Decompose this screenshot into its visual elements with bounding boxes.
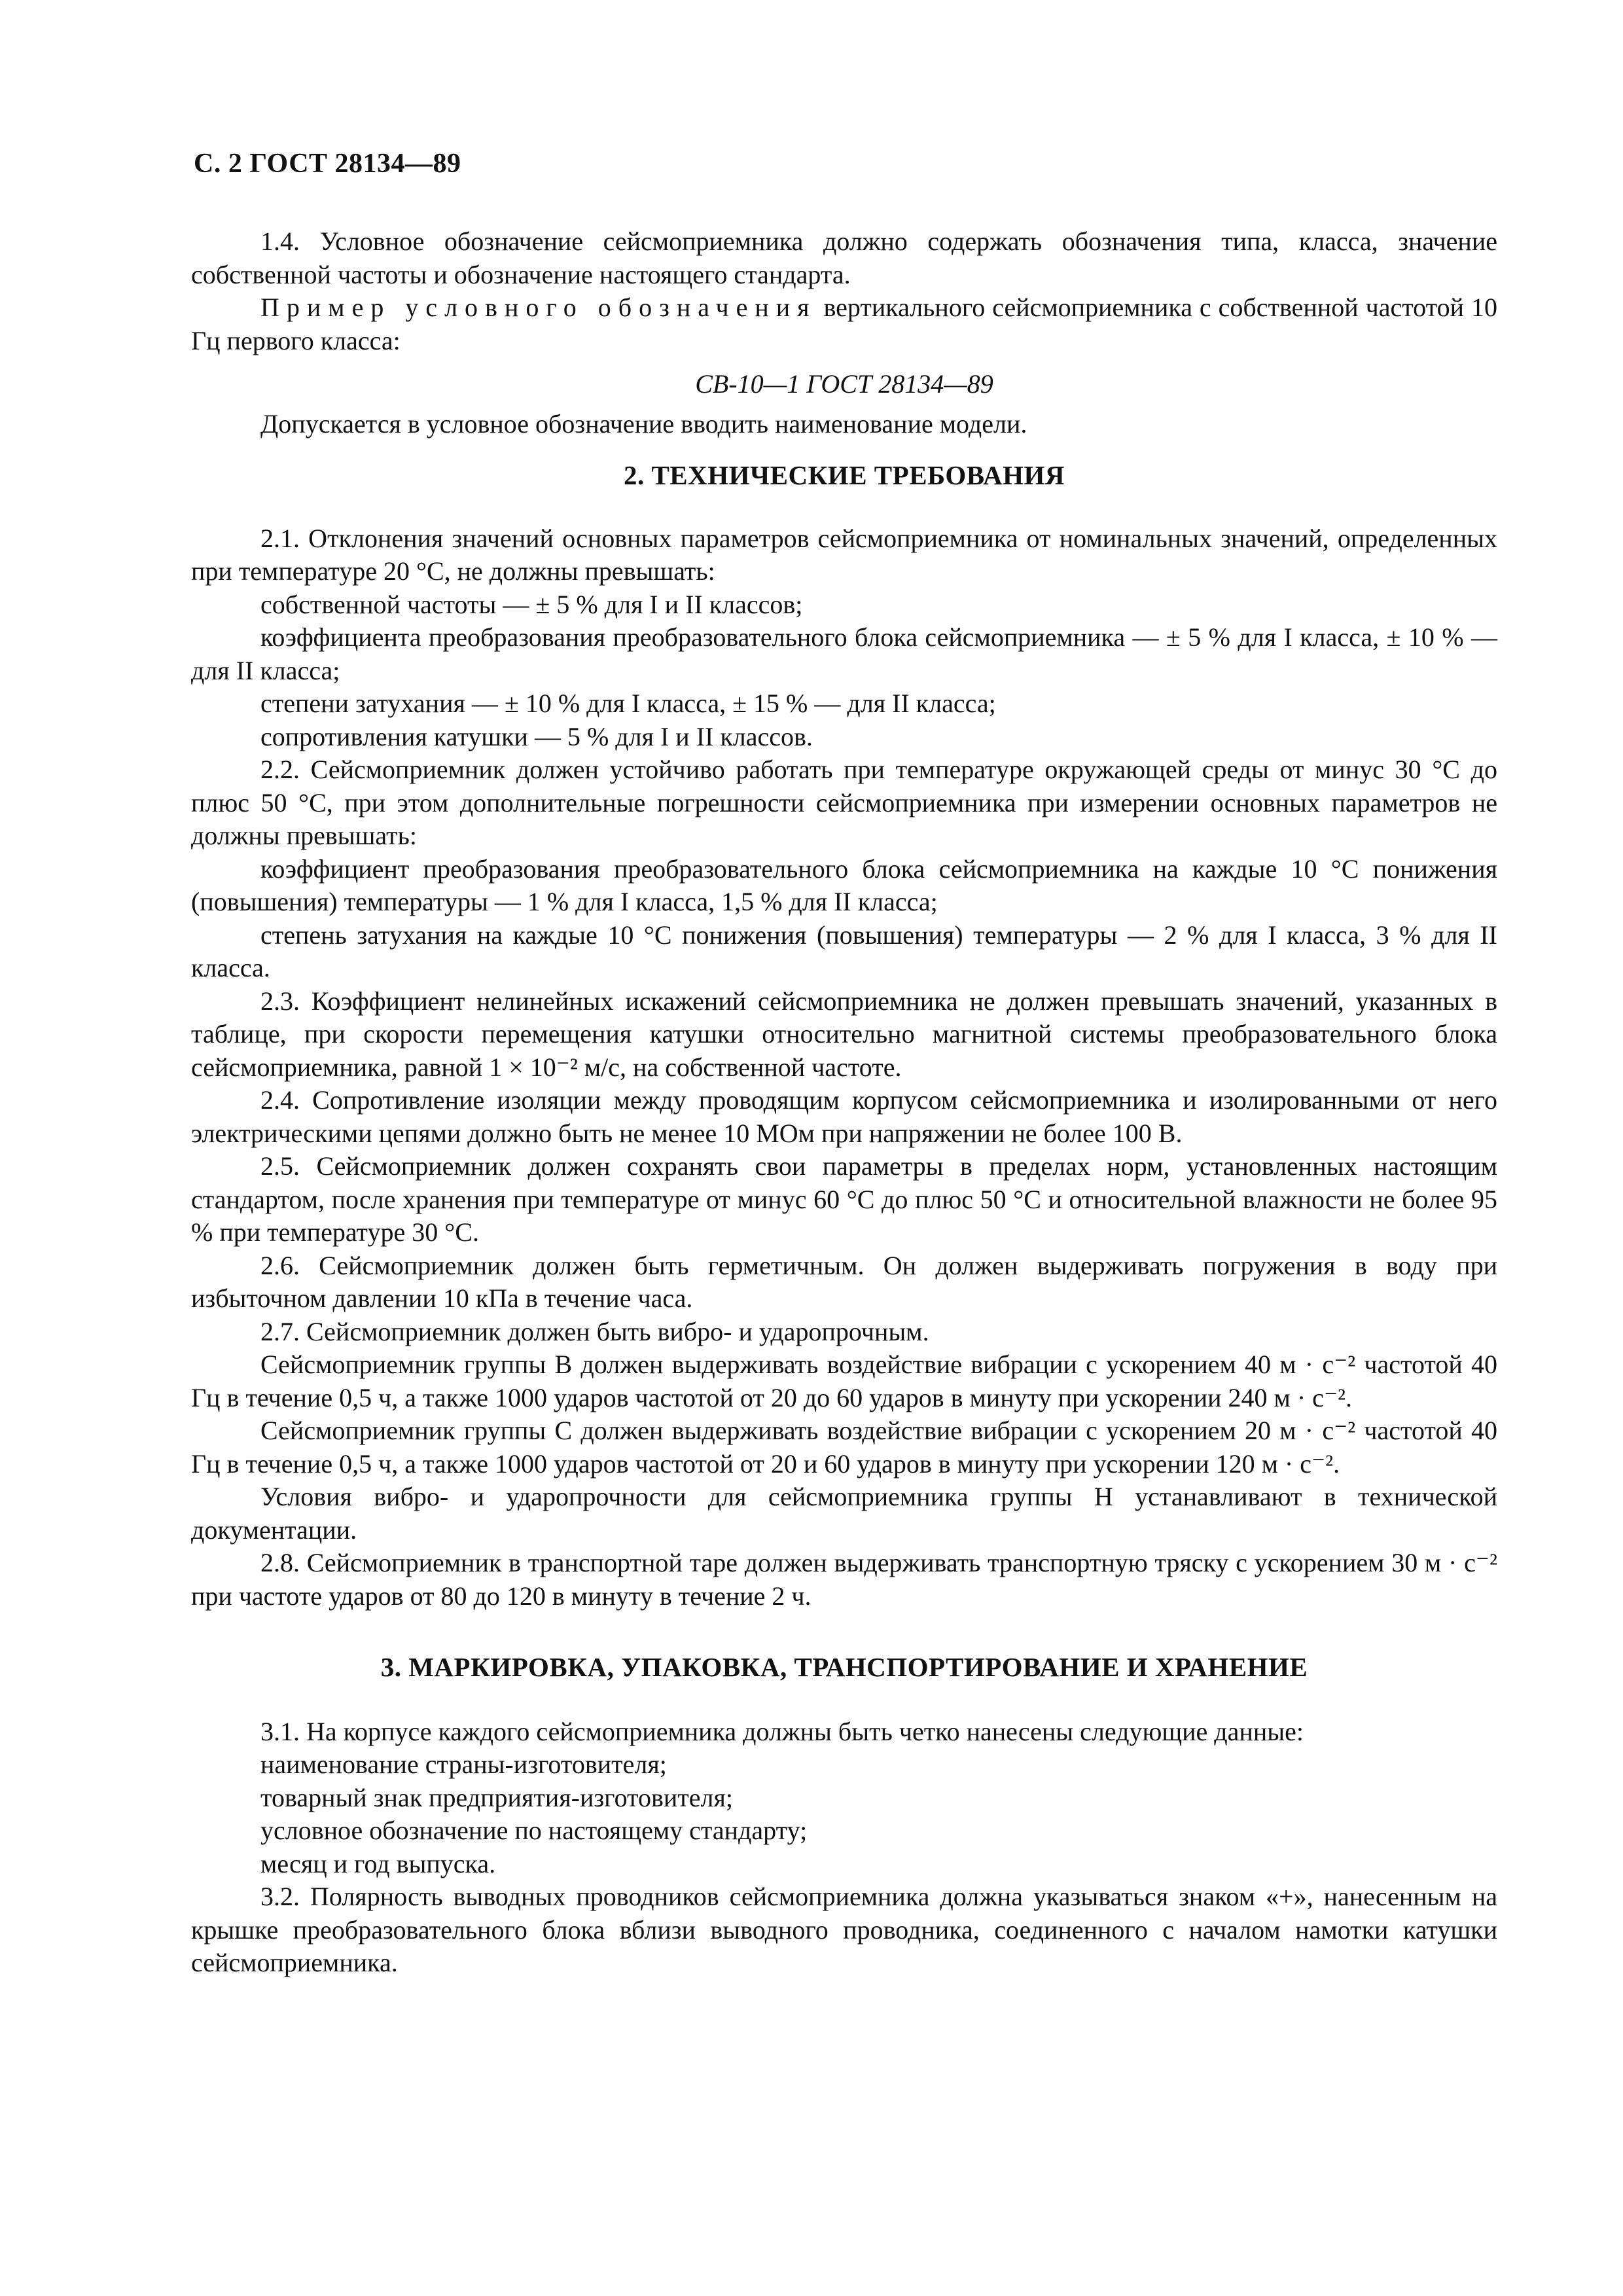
- clause-2-1-a: собственной частоты — ± 5 % для I и II классов;: [260, 589, 803, 619]
- clause-2-1-b: коэффициента преобразования преобразовательного блока сейсмоприемника — ± 5 % для I класса, ± 10 % — для II класса;: [191, 622, 1497, 685]
- section-2-heading: 2. ТЕХНИЧЕСКИЕ ТРЕБОВАНИЯ: [623, 460, 1065, 490]
- clause-3-1-a: наименование страны-изготовителя;: [260, 1749, 667, 1779]
- clause-2-1-c: степени затухания — ± 10 % для I класса, ± 15 % — для II класса;: [260, 689, 996, 718]
- clause-3-1-b: товарный знак предприятия-изготовителя;: [260, 1782, 733, 1812]
- clause-2-7-group-c: Сейсмоприемник группы С должен выдерживать воздействие вибрации с ускорением 20 м · с⁻² частотой 40 Гц в течение 0,5 ч, а также 1000 ударов частотой от 20 и 60 ударов в минуту при ускорении 120 м · с⁻².: [191, 1416, 1497, 1479]
- clause-2-2: 2.2. Сейсмоприемник должен устойчиво работать при температуре окружающей среды от минус 30 °С до плюс 50 °С, при этом дополнительные погрешности сейсмоприемника при измерении основных параметров не должны превышать:: [191, 755, 1497, 850]
- clause-2-3: 2.3. Коэффициент нелинейных искажений сейсмоприемника не должен превышать значений, указанных в таблице, при скорости перемещения катушки относительно магнитной системы преобразовательного блока сейсмоприемника, равной 1 × 10⁻² м/с, на собственной частоте.: [191, 986, 1497, 1082]
- clause-2-2-a: коэффициент преобразования преобразовательного блока сейсмоприемника на каждые 10 °С понижения (повышения) температуры — 1 % для I класса, 1,5 % для II класса;: [191, 853, 1497, 916]
- clause-3-2: 3.2. Полярность выводных проводников сейсмоприемника должна указываться знаком «+», нанесенным на крышке преобразовательного блока вблизи выводного проводника, соединенного с началом намотки катушки сейсмоприемника.: [191, 1882, 1497, 1977]
- document-body: [191, 225, 1497, 1980]
- clause-3-1: 3.1. На корпусе каждого сейсмоприемника должны быть четко нанесены следующие данные:: [260, 1716, 1304, 1746]
- clause-1-4: 1.4. Условное обозначение сейсмоприемника должно содержать обозначения типа, класса, значение собственной частоты и обозначение настоящего стандарта.: [191, 226, 1497, 289]
- example-rest: вертикального сейсмоприемника с собственной частотой 10 Гц первого класса:: [191, 293, 1497, 355]
- clause-2-7-group-b: Сейсмоприемник группы В должен выдерживать воздействие вибрации с ускорением 40 м · с⁻² частотой 40 Гц в течение 0,5 ч, а также 1000 ударов частотой от 20 до 60 ударов в минуту при ускорении 240 м · с⁻².: [191, 1350, 1497, 1412]
- clause-2-8: 2.8. Сейсмоприемник в транспортной таре должен выдерживать транспортную тряску с ускорением 30 м · с⁻² при частоте ударов от 80 до 120 в минуту в течение 2 ч.: [191, 1548, 1497, 1611]
- clause-2-7: 2.7. Сейсмоприемник должен быть вибро- и ударопрочным.: [260, 1316, 929, 1346]
- page-header: С. 2 ГОСТ 28134—89: [194, 149, 461, 179]
- note-model-name: Допускается в условное обозначение вводить наименование модели.: [260, 408, 1027, 439]
- clause-2-6: 2.6. Сейсмоприемник должен быть герметичным. Он должен выдерживать погружения в воду при избыточном давлении 10 кПа в течение часа.: [191, 1250, 1497, 1313]
- clause-3-1-d: месяц и год выпуска.: [260, 1848, 496, 1878]
- clause-3-1-c: условное обозначение по настоящему стандарту;: [260, 1816, 808, 1845]
- clause-2-2-b: степень затухания на каждые 10 °С понижения (повышения) температуры — 2 % для I класса, 3 % для II класса.: [191, 920, 1497, 982]
- clause-2-1-d: сопротивления катушки — 5 % для I и II классов.: [260, 721, 813, 751]
- section-3-heading: 3. МАРКИРОВКА, УПАКОВКА, ТРАНСПОРТИРОВАНИЕ И ХРАНЕНИЕ: [380, 1652, 1308, 1682]
- clause-2-1: 2.1. Отклонения значений основных параметров сейсмоприемника от номинальных значений, определенных при температуре 20 °С, не должны превышать:: [191, 523, 1497, 586]
- clause-2-5: 2.5. Сейсмоприемник должен сохранять свои параметры в пределах норм, установленных настоящим стандартом, после хранения при температуре от минус 60 °С до плюс 50 °С и относительной влажности не более 95 % при температуре 30 °С.: [191, 1151, 1497, 1247]
- clause-2-4: 2.4. Сопротивление изоляции между проводящим корпусом сейсмоприемника и изолированными от него электрическими цепями должно быть не менее 10 МОм при напряжении не более 100 В.: [191, 1085, 1497, 1148]
- example-paragraph: [191, 291, 1497, 357]
- example-code: СВ-10—1 ГОСТ 28134—89: [695, 369, 993, 399]
- example-lead: Пример условного обозначения: [260, 293, 817, 322]
- clause-2-7-group-h: Условия вибро- и ударопрочности для сейсмоприемника группы Н устанавливают в технической документации.: [191, 1482, 1497, 1545]
